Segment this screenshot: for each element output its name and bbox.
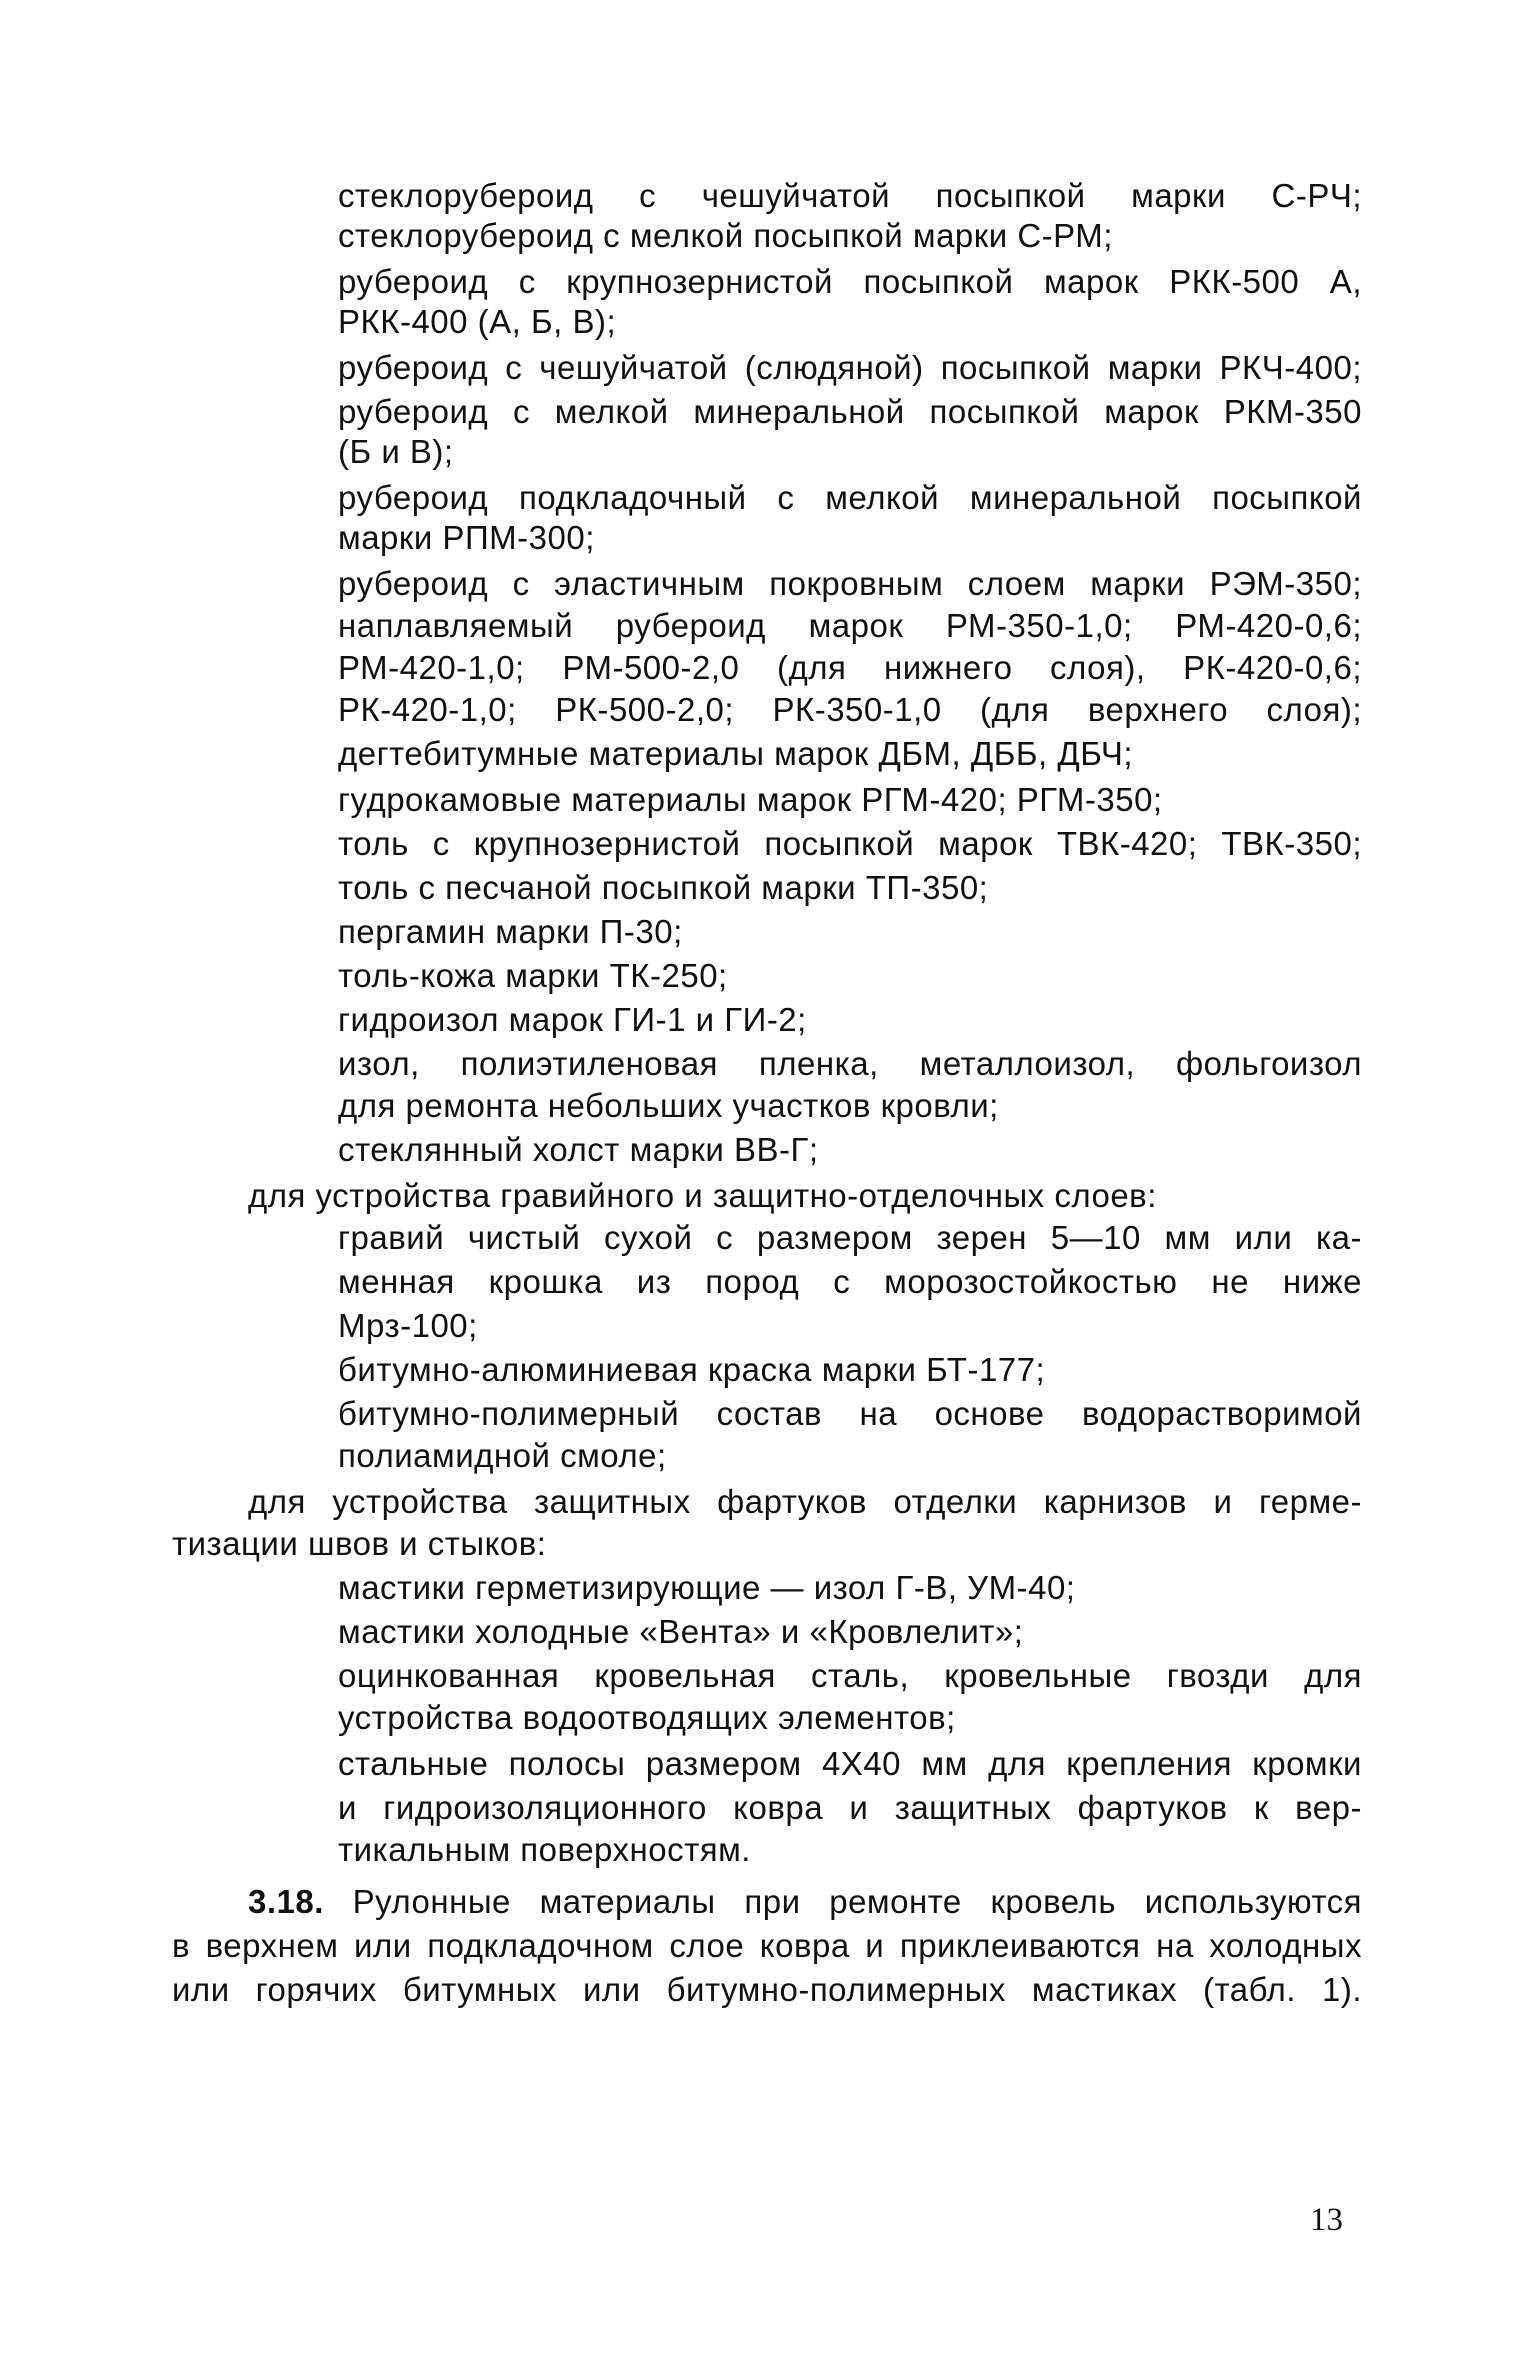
text-line: гравий чистый сухой с размером зерен 5—10 мм или ка- xyxy=(338,1219,1362,1256)
text-line: оцинкованная кровельная сталь, кровельные гвозди для xyxy=(338,1657,1362,1694)
text-line: или горячих битумных или битумно-полимерных мастиках (табл. 1). xyxy=(172,1971,1362,2008)
text-line: рубероид с крупнозернистой посыпкой марок РКК-500 А, xyxy=(338,263,1362,300)
text-line: стеклянный холст марки ВВ-Г; xyxy=(338,1131,819,1168)
text-line: рубероид с эластичным покровным слоем марки РЭМ-350; xyxy=(338,565,1362,602)
text-line: изол, полиэтиленовая пленка, металлоизол, фольгоизол xyxy=(338,1045,1362,1082)
text-line: РКК-400 (А, Б, В); xyxy=(338,303,617,340)
text-line: гудрокамовые материалы марок РГМ-420; РГМ-350; xyxy=(338,781,1163,818)
text-line: и гидроизоляционного ковра и защитных фартуков к вер- xyxy=(338,1789,1362,1826)
text-line: мастики холодные «Вента» и «Кровлелит»; xyxy=(338,1613,1024,1650)
text-line: мастики герметизирующие — изол Г-В, УМ-40; xyxy=(338,1569,1076,1606)
text-line: стеклорубероид с чешуйчатой посыпкой марки С-РЧ; xyxy=(338,177,1362,214)
text-line: тизации швов и стыков: xyxy=(172,1525,547,1562)
text-line: полиамидной смоле; xyxy=(338,1437,667,1474)
section-paragraph-first-line xyxy=(248,1882,1362,1922)
text-line: для устройства гравийного и защитно-отделочных слоев: xyxy=(248,1177,1157,1214)
text-line: толь-кожа марки ТК-250; xyxy=(338,957,728,994)
text-line: рубероид с мелкой минеральной посыпкой марок РКМ-350 xyxy=(338,393,1362,430)
text-line: стальные полосы размером 4Х40 мм для крепления кромки xyxy=(338,1745,1362,1782)
text-line: для ремонта небольших участков кровли; xyxy=(338,1087,999,1124)
text-line: пергамин марки П-30; xyxy=(338,913,683,950)
text-line: марки РПМ-300; xyxy=(338,519,595,556)
text-line: менная крошка из пород с морозостойкостью не ниже xyxy=(338,1263,1362,1300)
text-line: битумно-алюминиевая краска марки БТ-177; xyxy=(338,1351,1046,1388)
text-line: рубероид с чешуйчатой (слюдяной) посыпкой марки РКЧ-400; xyxy=(338,349,1362,386)
text-line: Мрз-100; xyxy=(338,1307,478,1344)
section-text: Рулонные материалы при ремонте кровель используются xyxy=(352,1883,1362,1920)
text-line: гидроизол марок ГИ-1 и ГИ-2; xyxy=(338,1001,807,1038)
text-line: устройства водоотводящих элементов; xyxy=(338,1699,956,1736)
text-line: (Б и В); xyxy=(338,433,454,470)
text-line: рубероид подкладочный с мелкой минеральной посыпкой xyxy=(338,479,1362,516)
text-line: тикальным поверхностям. xyxy=(338,1831,751,1868)
text-line: РМ-420-1,0; РМ-500-2,0 (для нижнего слоя), РК-420-0,6; xyxy=(338,649,1362,686)
text-line: РК-420-1,0; РК-500-2,0; РК-350-1,0 (для верхнего слоя); xyxy=(338,691,1362,728)
text-line: для устройства защитных фартуков отделки карнизов и герме- xyxy=(248,1483,1362,1520)
text-line: толь с песчаной посыпкой марки ТП-350; xyxy=(338,869,989,906)
text-line: толь с крупнозернистой посыпкой марок ТВК-420; ТВК-350; xyxy=(338,825,1362,862)
section-number: 3.18. xyxy=(248,1883,324,1920)
text-line: наплавляемый рубероид марок РМ-350-1,0; РМ-420-0,6; xyxy=(338,607,1362,644)
text-line: битумно-полимерный состав на основе водорастворимой xyxy=(338,1395,1362,1432)
text-line: стеклорубероид с мелкой посыпкой марки С-РМ; xyxy=(338,217,1113,254)
page-number: 13 xyxy=(1310,2202,1343,2238)
text-line: в верхнем или подкладочном слое ковра и приклеиваются на холодных xyxy=(172,1927,1362,1964)
text-line: дегтебитумные материалы марок ДБМ, ДББ, ДБЧ; xyxy=(338,735,1134,772)
